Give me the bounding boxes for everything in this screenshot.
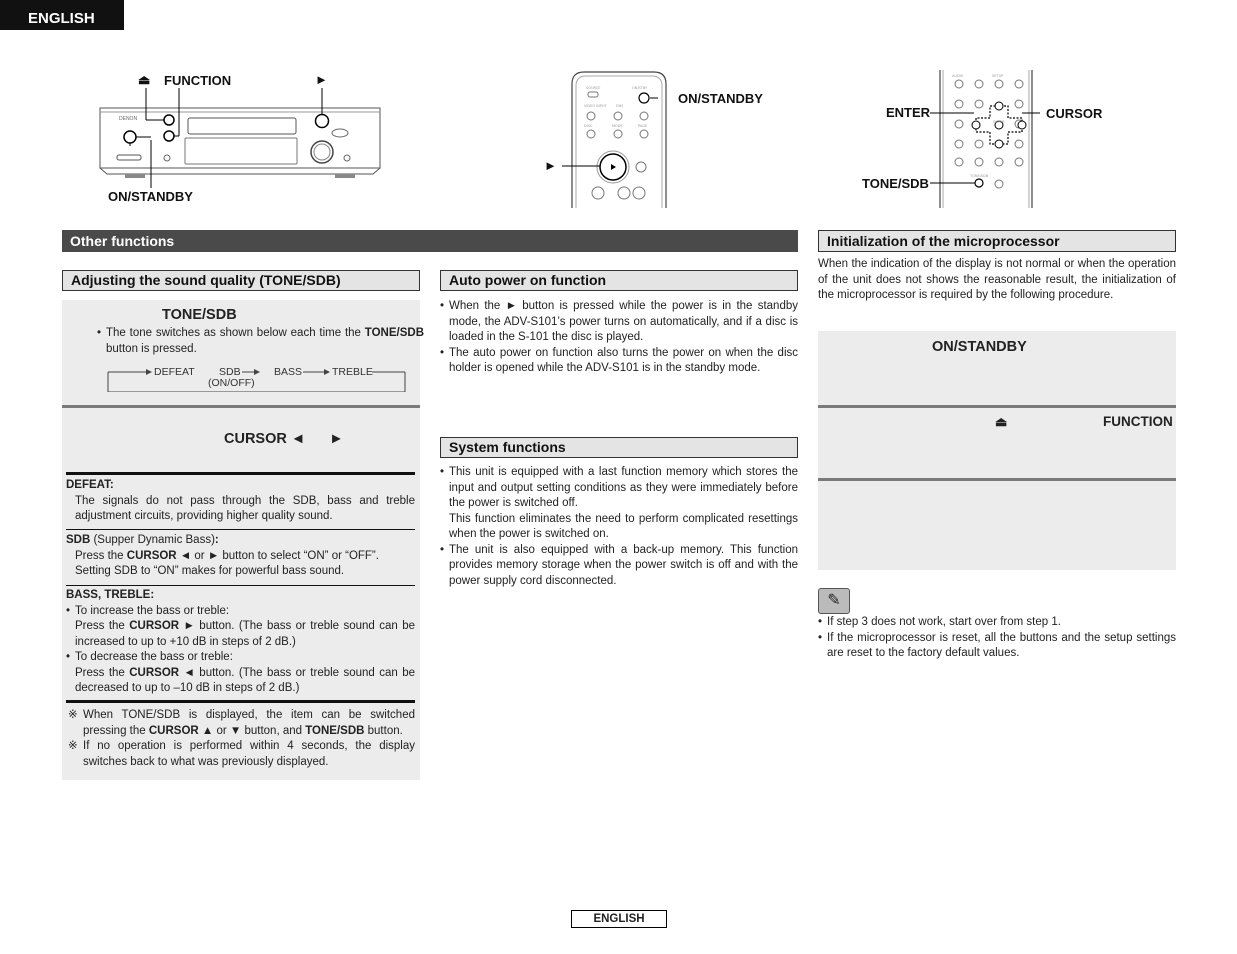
init-step2-panel bbox=[818, 408, 1176, 478]
defeat-text: The signals do not pass through the SDB, bass and treble adjustment circuits, providing higher quality sound. bbox=[75, 494, 415, 522]
svg-text:TONE/SDB: TONE/SDB bbox=[970, 174, 989, 178]
svg-text:DISC: DISC bbox=[584, 124, 593, 128]
cursor-button-label bbox=[224, 431, 344, 447]
bt-dec-text bbox=[66, 666, 415, 697]
bt-inc-pre: Press the bbox=[75, 620, 130, 632]
rule-sdb bbox=[66, 529, 415, 530]
sdb-line1-pre: Press the bbox=[75, 549, 127, 562]
eject-symbol: ⏏ bbox=[138, 72, 151, 87]
svg-text:SETUP: SETUP bbox=[992, 74, 1004, 78]
bt-dec: • To decrease the bass or treble: bbox=[66, 650, 415, 666]
note1-mid: ▲ or ▼ button, and bbox=[198, 724, 306, 737]
init-note1: • If step 3 does not work, start over from step 1. bbox=[818, 615, 1176, 631]
init-step3-panel bbox=[818, 481, 1176, 570]
tone-flow-diagram bbox=[106, 366, 408, 392]
auto-power-b1: • When the ► button is pressed while the power is in the standby mode, the ADV-S101’s power turns on automatically, and if a disc is loaded in the S-101 the disc is played. bbox=[440, 299, 798, 346]
step1-text-pre: The tone switches as shown below each time the bbox=[106, 327, 365, 339]
system-b2: • The unit is also equipped with a back-up memory. This function provides memory storage when the power switch is off and with the power supply cord disconnected. bbox=[440, 543, 798, 590]
adjusting-header: Adjusting the sound quality (TONE/SDB) bbox=[62, 270, 420, 291]
svg-text:AUDIO: AUDIO bbox=[952, 74, 964, 78]
svg-text:ENTER: ENTER bbox=[993, 120, 1005, 124]
system-b1: • This unit is equipped with a last function memory which stores the input and output setting conditions as they were immediately before the power is switched off. bbox=[440, 465, 798, 512]
defeat-block bbox=[66, 478, 415, 525]
note2: ※ If no operation is performed within 4 seconds, the display switches back to what was previously displayed. bbox=[66, 739, 415, 770]
bt-inc: • To increase the bass or treble: bbox=[66, 604, 415, 620]
sdb-line1 bbox=[66, 549, 415, 565]
remote-figure-1 bbox=[540, 70, 680, 210]
adjust-step1-panel bbox=[62, 300, 424, 406]
sdb-block bbox=[66, 533, 415, 580]
svg-text:VIDEO INPUT: VIDEO INPUT bbox=[584, 104, 607, 108]
bt-inc-post: ► button. (The bass or treble sound can be increased to up to +10 dB in steps of 2 dB.) bbox=[75, 620, 415, 648]
note1-bold2: TONE/SDB bbox=[305, 724, 365, 737]
init-header: Initialization of the microprocessor bbox=[818, 230, 1176, 252]
auto-power-body bbox=[440, 299, 798, 377]
system-functions-body bbox=[440, 465, 798, 589]
flow-sdb: SDB bbox=[219, 366, 241, 378]
bt-inc-bold: CURSOR bbox=[129, 620, 180, 632]
sdb-head-paren: (Supper Dynamic Bass) bbox=[90, 534, 215, 546]
init-intro: When the indication of the display is not normal or when the operation of the unit does not shows the reasonable result, the initialization of the microprocessor is required by the following procedure. bbox=[818, 258, 1176, 301]
note-icon: ✎ bbox=[818, 588, 850, 614]
remote1-on-standby-label: ON/STANDBY bbox=[678, 91, 763, 106]
bt-head: BASS, TREBLE: bbox=[66, 589, 155, 601]
note1-bold1: CURSOR bbox=[148, 724, 199, 737]
sdb-head: SDB bbox=[66, 534, 91, 546]
rule-bt bbox=[66, 585, 415, 586]
svg-text:DIM: DIM bbox=[616, 104, 623, 108]
remote-drawing-1 bbox=[540, 70, 680, 210]
defeat-head: DEFEAT: bbox=[66, 479, 114, 491]
init-notes bbox=[818, 615, 1176, 662]
note1-post: button. bbox=[364, 724, 403, 737]
note1-pre: When TONE/SDB is displayed, the item can be switched pressing the bbox=[83, 709, 415, 737]
init-step1-button: ON/STANDBY bbox=[932, 339, 1027, 355]
init-function-label: FUNCTION bbox=[1103, 414, 1173, 429]
remote-drawing-2 bbox=[930, 66, 1040, 211]
flow-sdb-sub: (ON/OFF) bbox=[208, 377, 255, 389]
sdb-heading bbox=[66, 533, 415, 549]
function-label: FUNCTION bbox=[164, 73, 232, 88]
flow-defeat: DEFEAT bbox=[154, 366, 195, 378]
sdb-line2: Setting SDB to “ON” makes for powerful bass sound. bbox=[75, 565, 345, 577]
step1-text-bold: TONE/SDB bbox=[364, 327, 424, 339]
notes-block bbox=[66, 708, 415, 770]
flow-bass: BASS bbox=[274, 366, 303, 378]
svg-text:ON/STBY: ON/STBY bbox=[632, 86, 648, 90]
language-tab: ENGLISH bbox=[0, 0, 124, 30]
bt-dec-post: ◄ button. (The bass or treble sound can be decreased to up to –10 dB in steps of 2 dB.) bbox=[75, 666, 415, 694]
init-eject-symbol: ⏏ bbox=[995, 414, 1008, 429]
footer-language: ENGLISH bbox=[571, 910, 667, 928]
cursor-label: CURSOR bbox=[1046, 106, 1103, 121]
bt-inc-text bbox=[66, 619, 415, 650]
sdb-line1-post: ◄ or ► button to select “ON” or “OFF”. bbox=[176, 549, 379, 562]
svg-text:SOURCE: SOURCE bbox=[586, 86, 601, 90]
init-note2: • If the microprocessor is reset, all the buttons and the setup settings are reset to the factory default values. bbox=[818, 631, 1176, 662]
adjust-step2-panel bbox=[62, 408, 420, 780]
play-symbol: ► bbox=[315, 72, 328, 87]
flow-treble: TREBLE bbox=[332, 366, 373, 378]
unit-on-standby-label: ON/STANDBY bbox=[108, 189, 193, 204]
sdb-line1-bold: CURSOR bbox=[126, 549, 177, 562]
step1-text bbox=[97, 326, 424, 357]
rule-defeat bbox=[66, 472, 415, 475]
cursor-right-text: ► bbox=[329, 431, 344, 447]
system-functions-header: System functions bbox=[440, 437, 798, 458]
other-functions-header: Other functions bbox=[62, 230, 798, 252]
auto-power-header: Auto power on function bbox=[440, 270, 798, 291]
remote1-play-symbol: ► bbox=[544, 158, 557, 173]
bt-dec-bold: CURSOR bbox=[129, 666, 180, 679]
svg-text:MODE: MODE bbox=[612, 124, 623, 128]
enter-label: ENTER bbox=[886, 105, 931, 120]
auto-power-b2: • The auto power on function also turns the power on when the disc holder is opened while the ADV-S101 is in the standby mode. bbox=[440, 346, 798, 377]
note1 bbox=[66, 708, 415, 739]
brand-text: DENON bbox=[119, 116, 138, 122]
init-step1-panel bbox=[818, 331, 1176, 406]
bt-dec-pre: Press the bbox=[75, 666, 130, 679]
bass-treble-block bbox=[66, 588, 415, 697]
tone-sdb-button-label: TONE/SDB bbox=[162, 307, 237, 323]
cursor-left-text: CURSOR ◄ bbox=[224, 431, 306, 447]
tone-sdb-label: TONE/SDB bbox=[862, 176, 929, 191]
step1-text-post: button is pressed. bbox=[106, 342, 197, 355]
system-b1b: This function eliminates the need to perform complicated resettings when the power is switched on. bbox=[449, 512, 798, 540]
remote-figure-2 bbox=[930, 66, 1040, 211]
svg-text:PAGE: PAGE bbox=[638, 124, 648, 128]
sdb-colon: : bbox=[214, 534, 219, 546]
rule-notes bbox=[66, 700, 415, 703]
